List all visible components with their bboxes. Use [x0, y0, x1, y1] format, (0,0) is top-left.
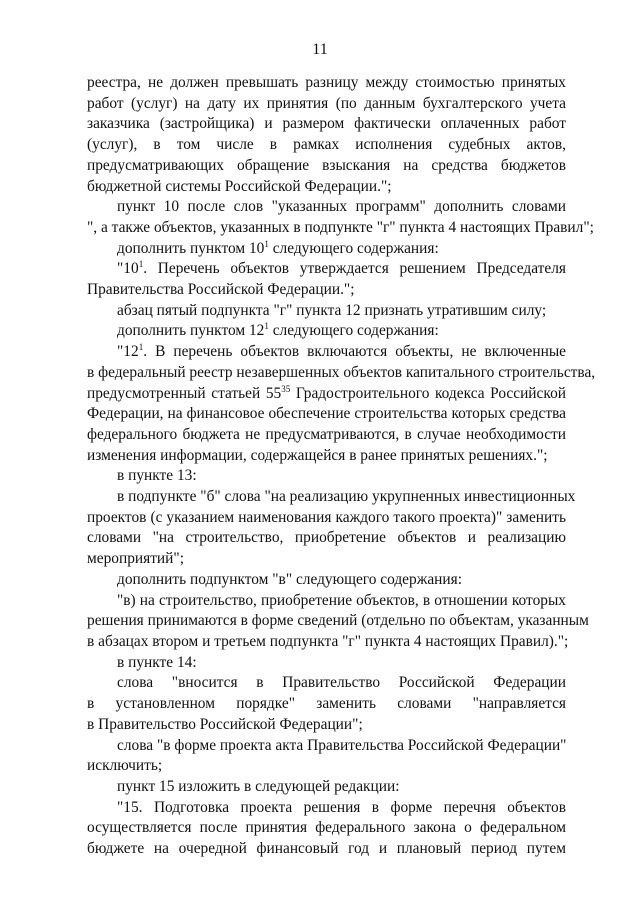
text-line: пункт 10 после слов "указанных программ" дополнить словами: [117, 198, 566, 216]
text-line: пункт 15 изложить в следующей редакции:: [117, 777, 400, 795]
text-line: слова "вносится в Правительство Российской Федерации: [117, 674, 566, 692]
text-line: в подпункте "б" слова "на реализацию укрупненных инвестиционных: [117, 488, 576, 506]
text-line: дополнить подпунктом "в" следующего содержания:: [117, 570, 463, 588]
text-fragment: следующего содержания:: [268, 239, 439, 257]
paragraph-registry-continuation: [87, 73, 566, 197]
text-line: в установленном порядке" заменить словами "направляется: [87, 695, 566, 713]
paragraph-point-12-invalid: [87, 301, 566, 322]
text-line: "в) на строительство, приобретение объектов, в отношении которых: [117, 591, 566, 609]
text-line: [87, 239, 566, 260]
text-line: работ (услуг) на дату их принятия (по данным бухгалтерского учета: [87, 94, 566, 112]
text-line: [87, 384, 566, 405]
text-line: бюджете на очередной финансовый год и плановый период путем: [87, 840, 566, 858]
paragraph-add-point-12-1: [87, 321, 566, 342]
text-line: решения принимаются в форме сведений (отдельно по объектам, указанным: [87, 612, 589, 630]
paragraph-point-15: [87, 777, 566, 798]
paragraph-point-13: [87, 466, 566, 487]
paragraph-point-10: [87, 197, 594, 238]
paragraph-words-submitted: [87, 673, 566, 735]
text-line: [87, 259, 566, 280]
superscript: 1: [138, 259, 144, 270]
text-line: заказчика (застройщика) и размером фактически оплаченных работ: [87, 115, 566, 133]
document-text: [87, 73, 596, 860]
text-fragment: Градостроительного кодекса Российской: [290, 384, 566, 402]
superscript: 35: [281, 383, 291, 394]
text-line: изменения информации, содержащейся в ранее принятых решениях.";: [87, 446, 548, 464]
text-line: в Правительство Российской Федерации";: [87, 715, 363, 733]
text-fragment: "12: [117, 343, 139, 361]
page-number: 11: [312, 41, 328, 58]
text-fragment: дополнить пунктом 10: [117, 239, 265, 257]
paragraph-point-10-1-text: [87, 259, 566, 300]
text-line: проектов (с указанием наименования каждого такого проекта)" заменить: [87, 508, 566, 526]
superscript: 1: [264, 238, 269, 249]
text-line: "15. Подготовка проекта решения в форме перечня объектов: [117, 798, 566, 816]
text-line: Правительства Российской Федерации.";: [87, 281, 355, 299]
text-line: предусматривающих обращение взыскания на средства бюджетов: [87, 156, 566, 174]
text-line: (услуг), в том числе в рамках исполнения судебных актов,: [87, 136, 566, 154]
text-line: мероприятий";: [87, 550, 184, 568]
paragraph-point-12-1-text: [87, 342, 596, 466]
paragraph-subpoint-v-text: [87, 591, 589, 653]
text-line: исключить;: [87, 757, 163, 775]
text-line: в пункте 13:: [117, 467, 197, 485]
text-line: [87, 342, 566, 363]
paragraph-words-exclude: [87, 736, 566, 777]
paragraph-add-point-10-1: [87, 239, 566, 260]
text-line: в пункте 14:: [117, 653, 197, 671]
text-line: Федерации, на финансовое обеспечение строительства которых средства: [87, 405, 566, 423]
text-line: в федеральный реестр незавершенных объектов капитального строительства,: [87, 363, 596, 381]
text-line: в абзацах втором и третьем подпункта "г" пункта 4 настоящих Правил).";: [87, 632, 569, 650]
paragraph-add-subpoint-v: [87, 570, 566, 591]
paragraph-point-15-text: [87, 798, 566, 860]
text-line: бюджетной системы Российской Федерации.";: [87, 177, 392, 195]
text-line: ", а также объектов, указанных в подпункте "г" пункта 4 настоящих Правил";: [87, 218, 594, 236]
text-line: словами "на строительство, приобретение объектов и реализацию: [87, 529, 566, 547]
text-line: абзац пятый подпункта "г" пункта 12 признать утратившим силу;: [117, 301, 547, 319]
paragraph-point-14: [87, 653, 566, 674]
text-line: осуществляется после принятия федерального закона о федеральном: [87, 819, 566, 837]
text-line: слова "в форме проекта акта Правительства Российской Федерации": [117, 736, 567, 754]
text-fragment: предусмотренный статьей 55: [87, 384, 282, 402]
text-fragment: следующего содержания:: [268, 322, 439, 340]
text-fragment: . Перечень объектов утверждается решением Председателя: [143, 260, 566, 278]
text-line: реестра, не должен превышать разницу между стоимостью принятых: [87, 74, 566, 91]
paragraph-subpoint-b: [87, 487, 576, 570]
text-fragment: . В перечень объектов включаются объекты, не включенные: [143, 343, 566, 361]
superscript: 1: [138, 342, 144, 353]
superscript: 1: [264, 321, 269, 332]
text-line: федерального бюджета не предусматриваются, в случае необходимости: [87, 425, 566, 443]
text-fragment: дополнить пунктом 12: [117, 322, 265, 340]
text-fragment: "10: [117, 260, 139, 278]
text-line: [87, 321, 566, 342]
